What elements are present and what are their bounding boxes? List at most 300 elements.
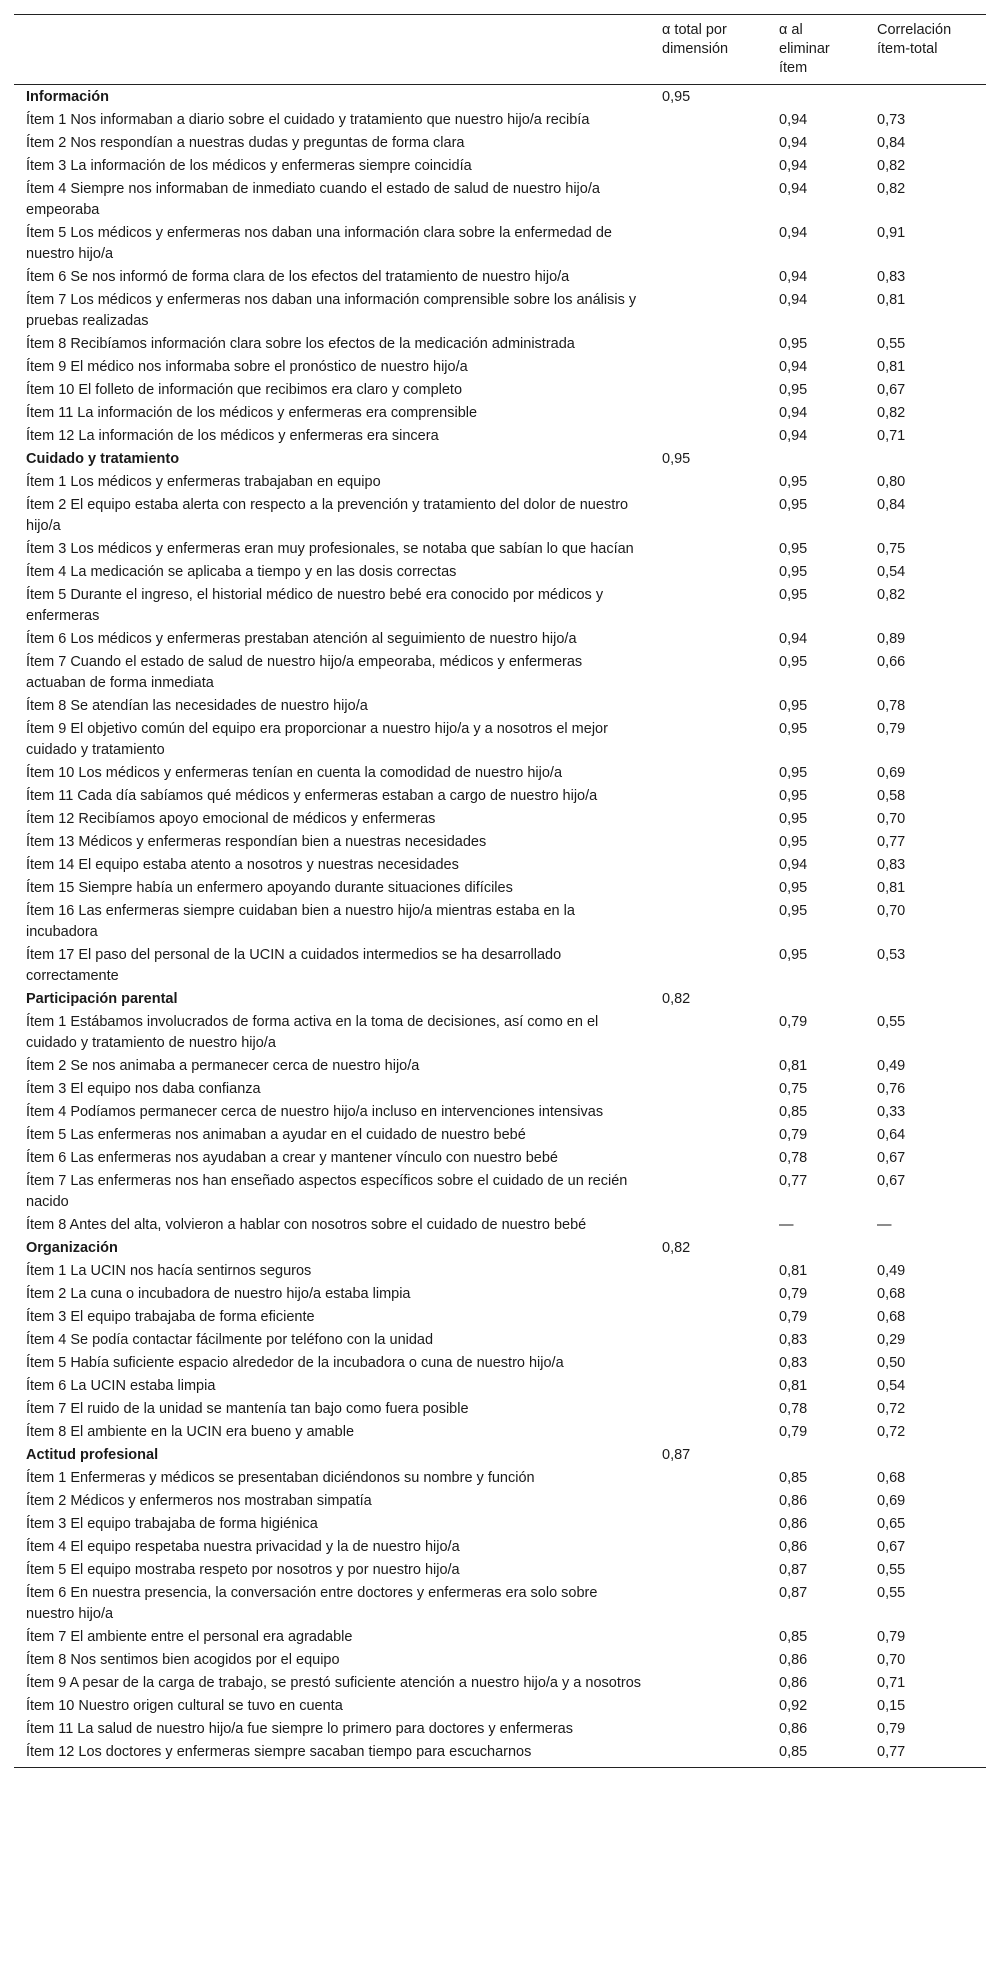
item-text: Ítem 14 El equipo estaba atento a nosotros y nuestras necesidades <box>26 857 459 873</box>
table-body <box>14 85 986 1768</box>
table-row <box>14 762 986 785</box>
item-alpha-deleted: 0,94 <box>779 631 808 647</box>
item-alpha-deleted: 0,79 <box>779 1127 808 1143</box>
item-alpha-deleted: 0,79 <box>779 1014 808 1030</box>
table-row <box>14 628 986 651</box>
empty-cell <box>650 944 767 988</box>
item-alpha-deleted: 0,94 <box>779 181 808 197</box>
table-row <box>14 1101 986 1124</box>
item-correlation: 0,82 <box>877 405 906 421</box>
item-alpha-deleted: 0,94 <box>779 359 808 375</box>
item-text: Ítem 5 Había suficiente espacio alrededor de la incubadora o cuna de nuestro hijo/a <box>26 1355 564 1371</box>
item-text: Ítem 8 Recibíamos información clara sobre los efectos de la medicación administrada <box>26 336 575 352</box>
empty-cell <box>650 1214 767 1237</box>
table-row <box>14 1695 986 1718</box>
item-text: Ítem 3 El equipo trabajaba de forma higiénica <box>26 1516 318 1532</box>
empty-cell <box>650 333 767 356</box>
item-correlation: 0,29 <box>877 1332 906 1348</box>
section-row <box>14 448 986 471</box>
table-row <box>14 222 986 266</box>
item-text: Ítem 4 Se podía contactar fácilmente por teléfono con la unidad <box>26 1332 434 1348</box>
item-correlation: 0,73 <box>877 112 906 128</box>
item-alpha-deleted: 0,85 <box>779 1629 808 1645</box>
empty-cell <box>650 628 767 651</box>
item-alpha-deleted: 0,95 <box>779 947 808 963</box>
item-correlation: 0,33 <box>877 1104 906 1120</box>
item-alpha-deleted: 0,95 <box>779 587 808 603</box>
table-row <box>14 1214 986 1237</box>
table-row <box>14 1352 986 1375</box>
empty-cell <box>650 178 767 222</box>
item-alpha-deleted: 0,81 <box>779 1378 808 1394</box>
item-correlation: 0,49 <box>877 1263 906 1279</box>
section-row <box>14 1237 986 1260</box>
item-alpha-deleted: 0,94 <box>779 135 808 151</box>
section-title: Organización <box>26 1240 118 1256</box>
empty-cell <box>650 1055 767 1078</box>
item-alpha-deleted: 0,87 <box>779 1585 808 1601</box>
item-text: Ítem 1 Enfermeras y médicos se presentaban diciéndonos su nombre y función <box>26 1470 535 1486</box>
section-alpha-total: 0,95 <box>662 451 691 467</box>
item-alpha-deleted: 0,78 <box>779 1150 808 1166</box>
header-correlation: Correlación ítem-total <box>865 15 986 85</box>
item-correlation: 0,83 <box>877 269 906 285</box>
header-alpha-deleted: α al eliminar ítem <box>767 15 865 85</box>
empty-cell <box>650 1649 767 1672</box>
item-text: Ítem 11 La salud de nuestro hijo/a fue siempre lo primero para doctores y enfermeras <box>26 1721 573 1737</box>
item-correlation: 0,68 <box>877 1470 906 1486</box>
empty-cell <box>650 1741 767 1768</box>
item-alpha-deleted: 0,94 <box>779 225 808 241</box>
item-correlation: 0,55 <box>877 1014 906 1030</box>
empty-cell <box>650 425 767 448</box>
item-correlation: 0,54 <box>877 1378 906 1394</box>
table-row <box>14 494 986 538</box>
item-correlation: 0,82 <box>877 181 906 197</box>
table-row <box>14 1375 986 1398</box>
item-alpha-deleted: 0,95 <box>779 721 808 737</box>
table-row <box>14 1718 986 1741</box>
item-alpha-deleted: 0,86 <box>779 1493 808 1509</box>
item-text: Ítem 4 La medicación se aplicaba a tiempo y en las dosis correctas <box>26 564 457 580</box>
empty-cell <box>650 1170 767 1214</box>
item-text: Ítem 8 El ambiente en la UCIN era bueno y amable <box>26 1424 355 1440</box>
item-text: Ítem 3 El equipo nos daba confianza <box>26 1081 261 1097</box>
item-alpha-deleted: 0,95 <box>779 497 808 513</box>
table-row <box>14 1672 986 1695</box>
item-correlation: 0,67 <box>877 382 906 398</box>
item-alpha-deleted: 0,81 <box>779 1263 808 1279</box>
item-alpha-deleted: 0,94 <box>779 158 808 174</box>
item-correlation: 0,89 <box>877 631 906 647</box>
item-correlation: 0,79 <box>877 721 906 737</box>
item-correlation: 0,15 <box>877 1698 906 1714</box>
item-text: Ítem 3 Los médicos y enfermeras eran muy profesionales, se notaba que sabían lo que hacían <box>26 541 634 557</box>
item-correlation: 0,67 <box>877 1539 906 1555</box>
empty-cell <box>650 718 767 762</box>
item-text: Ítem 7 El ambiente entre el personal era agradable <box>26 1629 353 1645</box>
item-text: Ítem 17 El paso del personal de la UCIN a cuidados intermedios se ha desarrollado correctamente <box>26 947 562 984</box>
empty-cell <box>650 1718 767 1741</box>
item-text: Ítem 7 Las enfermeras nos han enseñado aspectos específicos sobre el cuidado de un recién nacido <box>26 1173 628 1210</box>
item-correlation: 0,72 <box>877 1401 906 1417</box>
empty-cell <box>650 1124 767 1147</box>
section-row <box>14 85 986 110</box>
item-correlation: 0,70 <box>877 1652 906 1668</box>
item-alpha-deleted: 0,94 <box>779 269 808 285</box>
item-alpha-deleted: 0,95 <box>779 336 808 352</box>
item-text: Ítem 1 Nos informaban a diario sobre el cuidado y tratamiento que nuestro hijo/a recibía <box>26 112 590 128</box>
item-text: Ítem 2 El equipo estaba alerta con respecto a la prevención y tratamiento del dolor de nuestro hijo/a <box>26 497 629 534</box>
item-correlation: 0,66 <box>877 654 906 670</box>
item-text: Ítem 9 El médico nos informaba sobre el pronóstico de nuestro hijo/a <box>26 359 468 375</box>
item-text: Ítem 6 Se nos informó de forma clara de los efectos del tratamiento de nuestro hijo/a <box>26 269 570 285</box>
table-row <box>14 1559 986 1582</box>
table-row <box>14 379 986 402</box>
item-alpha-deleted: 0,78 <box>779 1401 808 1417</box>
item-text: Ítem 5 El equipo mostraba respeto por nosotros y por nuestro hijo/a <box>26 1562 460 1578</box>
item-alpha-deleted: 0,94 <box>779 405 808 421</box>
empty-cell <box>650 132 767 155</box>
table-row <box>14 1147 986 1170</box>
item-alpha-deleted: 0,86 <box>779 1539 808 1555</box>
item-alpha-deleted: 0,79 <box>779 1286 808 1302</box>
table-row <box>14 718 986 762</box>
table-row <box>14 1741 986 1768</box>
table-row <box>14 356 986 379</box>
item-correlation: 0,75 <box>877 541 906 557</box>
item-correlation: 0,69 <box>877 1493 906 1509</box>
section-title: Información <box>26 89 109 105</box>
item-correlation: 0,58 <box>877 788 906 804</box>
table-row <box>14 425 986 448</box>
item-text: Ítem 4 Siempre nos informaban de inmediato cuando el estado de salud de nuestro hijo/a empeoraba <box>26 181 600 218</box>
item-text: Ítem 16 Las enfermeras siempre cuidaban bien a nuestro hijo/a mientras estaba en la incubadora <box>26 903 575 940</box>
table-row <box>14 1626 986 1649</box>
empty-cell <box>650 584 767 628</box>
item-text: Ítem 12 Los doctores y enfermeras siempre sacaban tiempo para escucharnos <box>14 1741 650 1768</box>
item-text: Ítem 15 Siempre había un enfermero apoyando durante situaciones difíciles <box>26 880 513 896</box>
item-correlation: 0,81 <box>877 359 906 375</box>
item-correlation: 0,82 <box>877 587 906 603</box>
reliability-table <box>14 14 986 1768</box>
table-row <box>14 584 986 628</box>
item-alpha-deleted: 0,86 <box>779 1516 808 1532</box>
item-text: Ítem 12 Recibíamos apoyo emocional de médicos y enfermeras <box>26 811 436 827</box>
item-alpha-deleted: 0,86 <box>779 1675 808 1691</box>
item-alpha-deleted: 0,94 <box>779 292 808 308</box>
item-correlation: 0,79 <box>877 1721 906 1737</box>
section-alpha-total: 0,87 <box>662 1447 691 1463</box>
item-alpha-deleted: 0,87 <box>779 1562 808 1578</box>
item-alpha-deleted: 0,79 <box>779 1424 808 1440</box>
table-row <box>14 854 986 877</box>
empty-cell <box>650 1078 767 1101</box>
item-correlation: 0,72 <box>877 1424 906 1440</box>
item-correlation: 0,50 <box>877 1355 906 1371</box>
item-correlation: 0,76 <box>877 1081 906 1097</box>
item-correlation: 0,55 <box>877 1562 906 1578</box>
item-alpha-deleted: 0,85 <box>767 1741 865 1768</box>
item-text: Ítem 10 Los médicos y enfermeras tenían en cuenta la comodidad de nuestro hijo/a <box>26 765 563 781</box>
item-alpha-deleted: 0,95 <box>779 541 808 557</box>
table-row <box>14 695 986 718</box>
table-row <box>14 1170 986 1214</box>
item-text: Ítem 6 La UCIN estaba limpia <box>26 1378 216 1394</box>
empty-cell <box>650 1467 767 1490</box>
item-correlation: 0,71 <box>877 1675 906 1691</box>
empty-cell <box>865 85 986 110</box>
item-text: Ítem 4 El equipo respetaba nuestra privacidad y la de nuestro hijo/a <box>26 1539 460 1555</box>
empty-cell <box>650 1283 767 1306</box>
item-text: Ítem 2 Médicos y enfermeros nos mostraban simpatía <box>26 1493 372 1509</box>
table-row <box>14 471 986 494</box>
empty-cell <box>650 494 767 538</box>
section-row <box>14 988 986 1011</box>
section-alpha-total: 0,82 <box>662 991 691 1007</box>
empty-cell <box>650 1695 767 1718</box>
item-text: Ítem 1 Los médicos y enfermeras trabajaban en equipo <box>26 474 381 490</box>
empty-cell <box>865 448 986 471</box>
table-row <box>14 178 986 222</box>
item-correlation: 0,83 <box>877 857 906 873</box>
table-header-row <box>14 15 986 85</box>
table-row <box>14 1306 986 1329</box>
item-correlation: 0,55 <box>877 336 906 352</box>
section-alpha-total: 0,82 <box>662 1240 691 1256</box>
empty-cell <box>650 538 767 561</box>
item-correlation: 0,81 <box>877 880 906 896</box>
table-row <box>14 831 986 854</box>
item-text: Ítem 11 Cada día sabíamos qué médicos y enfermeras estaban a cargo de nuestro hijo/a <box>26 788 598 804</box>
item-text: Ítem 13 Médicos y enfermeras respondían bien a nuestras necesidades <box>26 834 487 850</box>
empty-cell <box>650 785 767 808</box>
empty-cell <box>865 1237 986 1260</box>
item-alpha-deleted: — <box>779 1217 794 1233</box>
item-alpha-deleted: 0,95 <box>779 698 808 714</box>
item-alpha-deleted: 0,94 <box>779 428 808 444</box>
empty-cell <box>767 1444 865 1467</box>
section-title: Cuidado y tratamiento <box>26 451 180 467</box>
empty-cell <box>650 1352 767 1375</box>
empty-cell <box>650 289 767 333</box>
item-text: Ítem 1 La UCIN nos hacía sentirnos seguros <box>26 1263 312 1279</box>
item-correlation: 0,53 <box>877 947 906 963</box>
empty-cell <box>650 1375 767 1398</box>
empty-cell <box>650 402 767 425</box>
table-row <box>14 808 986 831</box>
item-alpha-deleted: 0,92 <box>779 1698 808 1714</box>
table-row <box>14 1536 986 1559</box>
table-row <box>14 1260 986 1283</box>
item-text: Ítem 4 Podíamos permanecer cerca de nuestro hijo/a incluso en intervenciones intensivas <box>26 1104 604 1120</box>
item-correlation: 0,64 <box>877 1127 906 1143</box>
empty-cell <box>650 762 767 785</box>
item-text: Ítem 5 Los médicos y enfermeras nos daban una información clara sobre la enfermedad de nuestro hijo/a <box>26 225 612 262</box>
item-correlation: 0,70 <box>877 811 906 827</box>
table-row <box>14 1513 986 1536</box>
item-alpha-deleted: 0,95 <box>779 382 808 398</box>
empty-cell <box>650 1011 767 1055</box>
empty-cell <box>650 1672 767 1695</box>
empty-cell <box>650 651 767 695</box>
item-correlation: 0,84 <box>877 497 906 513</box>
item-alpha-deleted: 0,95 <box>779 903 808 919</box>
empty-cell <box>650 831 767 854</box>
item-correlation: 0,84 <box>877 135 906 151</box>
empty-cell <box>767 85 865 110</box>
table-row <box>14 1398 986 1421</box>
item-text: Ítem 5 Las enfermeras nos animaban a ayudar en el cuidado de nuestro bebé <box>26 1127 526 1143</box>
table-row <box>14 877 986 900</box>
empty-cell <box>650 1306 767 1329</box>
item-alpha-deleted: 0,75 <box>779 1081 808 1097</box>
table-row <box>14 1078 986 1101</box>
item-alpha-deleted: 0,95 <box>779 834 808 850</box>
item-text: Ítem 10 El folleto de información que recibimos era claro y completo <box>26 382 463 398</box>
empty-cell <box>650 356 767 379</box>
item-correlation: 0,82 <box>877 158 906 174</box>
item-text: Ítem 6 Los médicos y enfermeras prestaban atención al seguimiento de nuestro hijo/a <box>26 631 577 647</box>
empty-cell <box>650 1329 767 1352</box>
item-correlation: 0,49 <box>877 1058 906 1074</box>
item-correlation: 0,77 <box>877 834 906 850</box>
empty-cell <box>650 155 767 178</box>
table-row <box>14 1467 986 1490</box>
item-alpha-deleted: 0,95 <box>779 765 808 781</box>
item-text: Ítem 12 La información de los médicos y enfermeras era sincera <box>26 428 439 444</box>
empty-cell <box>650 695 767 718</box>
empty-cell <box>650 109 767 132</box>
empty-cell <box>650 1147 767 1170</box>
empty-cell <box>650 471 767 494</box>
item-correlation: 0,55 <box>877 1585 906 1601</box>
empty-cell <box>650 1513 767 1536</box>
item-alpha-deleted: 0,85 <box>779 1104 808 1120</box>
empty-cell <box>650 1536 767 1559</box>
item-correlation: 0,68 <box>877 1309 906 1325</box>
item-alpha-deleted: 0,86 <box>779 1721 808 1737</box>
item-text: Ítem 11 La información de los médicos y enfermeras era comprensible <box>26 405 478 421</box>
item-correlation: 0,80 <box>877 474 906 490</box>
item-text: Ítem 7 Cuando el estado de salud de nuestro hijo/a empeoraba, médicos y enfermeras actuaban de forma inmediata <box>26 654 583 691</box>
table-row <box>14 1329 986 1352</box>
empty-cell <box>865 988 986 1011</box>
item-correlation: 0,71 <box>877 428 906 444</box>
table-row <box>14 289 986 333</box>
item-text: Ítem 7 El ruido de la unidad se mantenía tan bajo como fuera posible <box>26 1401 469 1417</box>
item-correlation: 0,69 <box>877 765 906 781</box>
section-alpha-total: 0,95 <box>662 89 691 105</box>
item-correlation: 0,70 <box>877 903 906 919</box>
item-text: Ítem 8 Antes del alta, volvieron a hablar con nosotros sobre el cuidado de nuestro bebé <box>26 1217 587 1233</box>
table-row <box>14 109 986 132</box>
item-alpha-deleted: 0,95 <box>779 564 808 580</box>
item-text: Ítem 3 La información de los médicos y enfermeras siempre coincidía <box>26 158 472 174</box>
item-alpha-deleted: 0,94 <box>779 112 808 128</box>
item-correlation: 0,65 <box>877 1516 906 1532</box>
item-alpha-deleted: 0,95 <box>779 811 808 827</box>
empty-cell <box>650 222 767 266</box>
table-row <box>14 1490 986 1513</box>
empty-cell <box>650 808 767 831</box>
empty-cell <box>650 1101 767 1124</box>
header-item <box>14 15 650 85</box>
item-text: Ítem 8 Nos sentimos bien acogidos por el equipo <box>26 1652 340 1668</box>
item-correlation: 0,67 <box>877 1173 906 1189</box>
item-text: Ítem 2 La cuna o incubadora de nuestro hijo/a estaba limpia <box>26 1286 411 1302</box>
table-row <box>14 402 986 425</box>
table-row <box>14 651 986 695</box>
table-row <box>14 333 986 356</box>
table-row <box>14 900 986 944</box>
empty-cell <box>650 1626 767 1649</box>
item-alpha-deleted: 0,95 <box>779 474 808 490</box>
item-correlation: — <box>877 1217 892 1233</box>
item-text: Ítem 1 Estábamos involucrados de forma activa en la toma de decisiones, así como en el cuidado y tratamiento de nuestro hijo/a <box>26 1014 599 1051</box>
table-row <box>14 561 986 584</box>
item-correlation: 0,77 <box>865 1741 986 1768</box>
item-alpha-deleted: 0,94 <box>779 857 808 873</box>
section-row <box>14 1444 986 1467</box>
section-title: Actitud profesional <box>26 1447 159 1463</box>
table-row <box>14 155 986 178</box>
empty-cell <box>650 1490 767 1513</box>
item-correlation: 0,78 <box>877 698 906 714</box>
empty-cell <box>650 1260 767 1283</box>
table-row <box>14 132 986 155</box>
item-correlation: 0,54 <box>877 564 906 580</box>
table-row <box>14 944 986 988</box>
item-text: Ítem 6 En nuestra presencia, la conversación entre doctores y enfermeras era solo sobre nuestro hijo/a <box>26 1585 598 1622</box>
empty-cell <box>650 1398 767 1421</box>
empty-cell <box>650 1559 767 1582</box>
item-text: Ítem 9 El objetivo común del equipo era proporcionar a nuestro hijo/a y a nosotros el mejor cuidado y tratamiento <box>26 721 608 758</box>
item-text: Ítem 9 A pesar de la carga de trabajo, se prestó suficiente atención a nuestro hijo/a y a nosotros <box>26 1675 642 1691</box>
item-alpha-deleted: 0,83 <box>779 1332 808 1348</box>
empty-cell <box>865 1444 986 1467</box>
item-alpha-deleted: 0,83 <box>779 1355 808 1371</box>
table-row <box>14 1582 986 1626</box>
item-text: Ítem 8 Se atendían las necesidades de nuestro hijo/a <box>26 698 368 714</box>
table-row <box>14 1649 986 1672</box>
empty-cell <box>767 448 865 471</box>
table-row <box>14 1283 986 1306</box>
empty-cell <box>650 877 767 900</box>
empty-cell <box>767 988 865 1011</box>
table-row <box>14 1421 986 1444</box>
item-alpha-deleted: 0,95 <box>779 654 808 670</box>
item-correlation: 0,68 <box>877 1286 906 1302</box>
item-correlation: 0,91 <box>877 225 906 241</box>
table-row <box>14 266 986 289</box>
item-correlation: 0,67 <box>877 1150 906 1166</box>
item-text: Ítem 6 Las enfermeras nos ayudaban a crear y mantener vínculo con nuestro bebé <box>26 1150 558 1166</box>
table-row <box>14 1011 986 1055</box>
item-alpha-deleted: 0,95 <box>779 880 808 896</box>
item-alpha-deleted: 0,85 <box>779 1470 808 1486</box>
item-text: Ítem 10 Nuestro origen cultural se tuvo en cuenta <box>26 1698 343 1714</box>
item-text: Ítem 2 Nos respondían a nuestras dudas y preguntas de forma clara <box>26 135 465 151</box>
table-row <box>14 538 986 561</box>
item-text: Ítem 3 El equipo trabajaba de forma eficiente <box>26 1309 315 1325</box>
item-alpha-deleted: 0,79 <box>779 1309 808 1325</box>
item-correlation: 0,79 <box>877 1629 906 1645</box>
item-alpha-deleted: 0,86 <box>779 1652 808 1668</box>
item-correlation: 0,81 <box>877 292 906 308</box>
empty-cell <box>650 379 767 402</box>
reliability-table-container <box>14 14 986 1768</box>
